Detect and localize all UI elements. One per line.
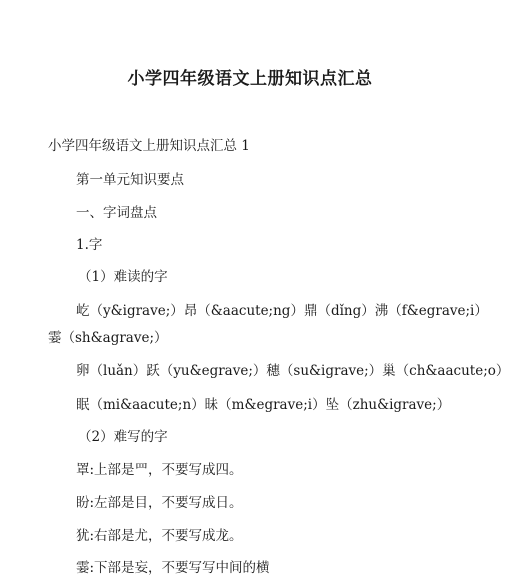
subitem-heading: （2）难写的字	[78, 429, 168, 445]
subitem-heading: （1）难读的字	[78, 269, 168, 285]
subsection-heading: 一、字词盘点	[76, 205, 157, 221]
item-heading: 1.字	[76, 237, 103, 253]
document-title: 小学四年级语文上册知识点汇总	[127, 69, 373, 89]
paragraph-line: 罩:上部是罒，不要写成四。	[76, 462, 243, 478]
paragraph-line: 卵（luǎn）跃（yu&egrave;）穗（su&igrave;）巢（ch&aacute;o）	[76, 363, 509, 379]
paragraph-line: 霎（sh&agrave;）	[48, 330, 168, 346]
section-heading: 小学四年级语文上册知识点汇总 1	[48, 138, 250, 154]
paragraph-line: 犹:右部是尤，不要写成龙。	[76, 528, 243, 544]
unit-heading: 第一单元知识要点	[76, 172, 184, 188]
paragraph-line: 盼:左部是目，不要写成日。	[76, 495, 243, 511]
paragraph-line: 眠（mi&aacute;n）昧（m&egrave;i）坠（zhu&igrave;）	[76, 397, 451, 413]
paragraph-line: 屹（y&igrave;）昂（&aacute;ng）鼎（dǐng）沸（f&egrave;i）	[76, 303, 488, 319]
paragraph-line: 霎:下部是妄，不要写写中间的横	[76, 560, 270, 576]
